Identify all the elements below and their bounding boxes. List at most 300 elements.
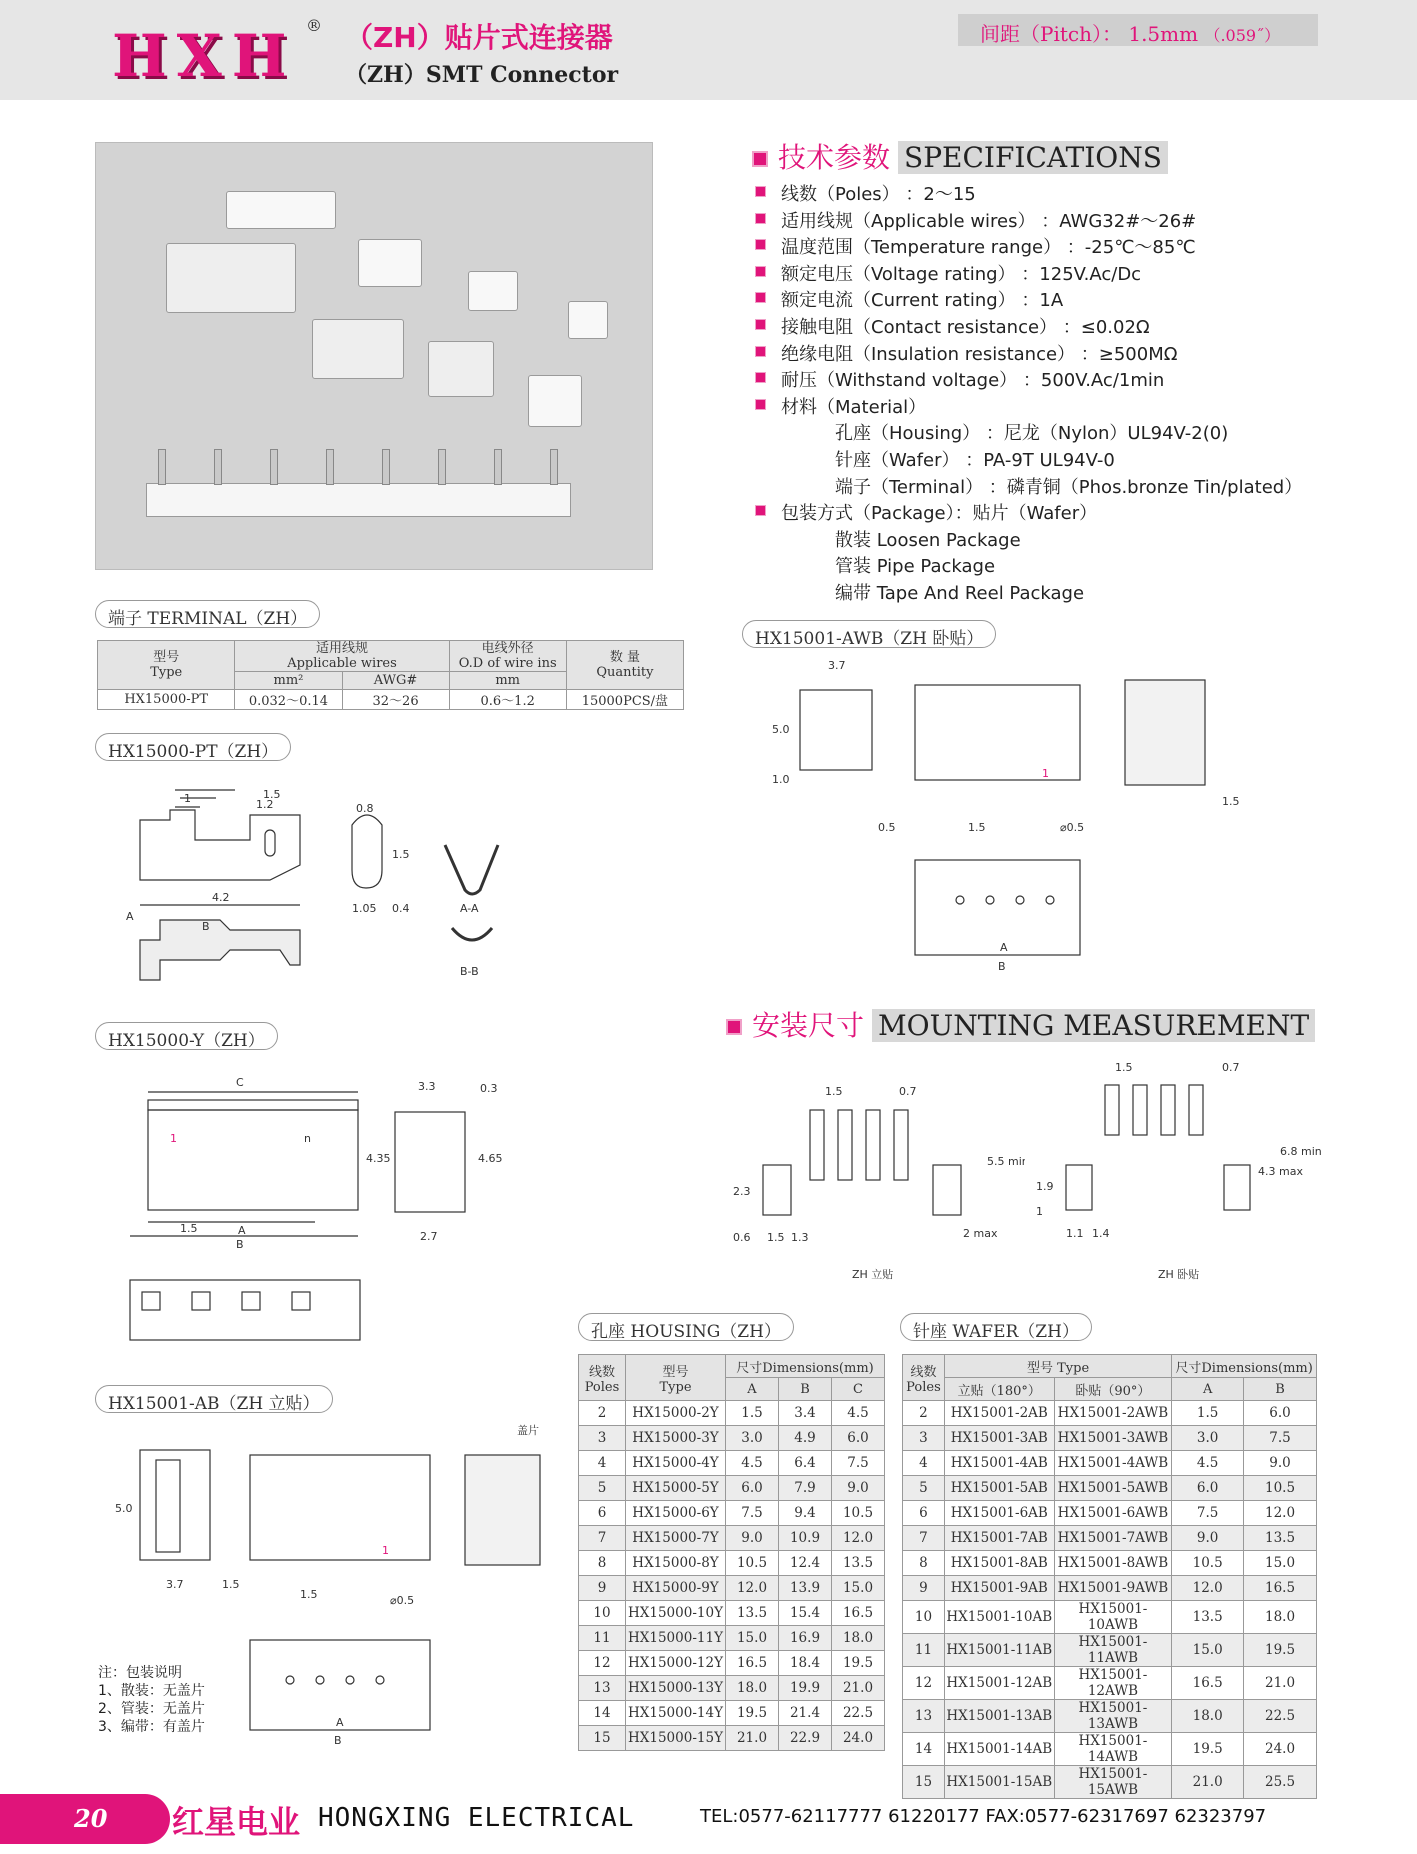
wafer-tag: 针座 WAFER（ZH）: [900, 1313, 1092, 1341]
pt-top-outline: [140, 920, 300, 980]
spec-text: 温度范围（Temperature range） ：-25℃～85℃: [781, 237, 1196, 259]
table-cell: 24.0: [832, 1726, 885, 1751]
note-line: 2、管装：无盖片: [98, 1701, 205, 1717]
anchor-pad: [1066, 1165, 1092, 1210]
pitch-box: [958, 14, 1318, 46]
spec-text: 散装 Loosen Package: [835, 529, 1021, 551]
table-cell: 4.5: [832, 1401, 885, 1426]
dim-label: 3.7: [828, 659, 846, 672]
housing-table: [578, 1354, 885, 1751]
dim-label: 0.4: [392, 902, 410, 915]
table-cell: HX15001-8AB: [944, 1551, 1054, 1576]
table-cell: HX15000-15Y: [626, 1726, 726, 1751]
table-cell: 12.0: [1244, 1501, 1317, 1526]
table-cell: HX15000-13Y: [626, 1676, 726, 1701]
table-cell: 18.0: [832, 1626, 885, 1651]
table-cell: 7.5: [726, 1501, 779, 1526]
ab-tag: HX15001-AB（ZH 立贴）: [95, 1385, 333, 1413]
table-cell: 22.5: [832, 1701, 885, 1726]
page-number: 20: [0, 1794, 170, 1844]
table-cell: HX15000-3Y: [626, 1426, 726, 1451]
company-name-cn: 红星电业: [172, 1803, 301, 1841]
dim-label: 1: [1036, 1205, 1043, 1218]
dim-label: 0.7: [899, 1085, 917, 1098]
wafer-b-header: B: [1244, 1378, 1317, 1401]
ab-pin-hole: [316, 1676, 324, 1684]
table-cell: HX15001-10AWB: [1054, 1601, 1172, 1634]
table-row: [579, 1451, 885, 1476]
table-cell: 6.0: [1244, 1401, 1317, 1426]
table-cell: 15: [903, 1766, 945, 1799]
dim-label: 1.3: [791, 1231, 809, 1244]
dim-label: 1.4: [1092, 1227, 1110, 1240]
dim-label: ⌀0.5: [390, 1594, 415, 1607]
spec-row: [755, 207, 1302, 234]
table-cell: HX15000-9Y: [626, 1576, 726, 1601]
table-cell: 19.5: [1172, 1733, 1244, 1766]
table-row: [903, 1526, 1317, 1551]
table-row: [579, 1651, 885, 1676]
pt-aa-section: [445, 845, 498, 894]
spec-row: [755, 366, 1302, 393]
table-row: [579, 1601, 885, 1626]
wafer-poles-header: 线数 Poles: [903, 1355, 945, 1401]
table-cell: 16.5: [1172, 1667, 1244, 1700]
table-cell: 22.5: [1244, 1700, 1317, 1733]
table-cell: HX15000-11Y: [626, 1626, 726, 1651]
table-cell: 7: [579, 1526, 626, 1551]
table-cell: 21.0: [726, 1726, 779, 1751]
table-cell: 13.5: [1244, 1526, 1317, 1551]
dim-label: ⌀0.5: [1060, 821, 1085, 834]
dim-label: 1.5: [180, 1222, 198, 1235]
table-cell: 7.5: [1244, 1426, 1317, 1451]
table-cell: HX15001-11AB: [944, 1634, 1054, 1667]
table-cell: 15.0: [832, 1576, 885, 1601]
pitch-label: 间距（Pitch）：: [980, 22, 1122, 46]
table-cell: 14: [579, 1701, 626, 1726]
table-row: [903, 1501, 1317, 1526]
terminal-cell: 0.032～0.14: [235, 690, 342, 710]
table-cell: 7: [903, 1526, 945, 1551]
housing-y-drawing: [110, 1070, 510, 1350]
table-cell: 4: [579, 1451, 626, 1476]
table-cell: 4: [903, 1451, 945, 1476]
anchor-pad: [763, 1165, 791, 1215]
spec-text: 接触电阻（Contact resistance） ：≤0.02Ω: [781, 316, 1150, 338]
specification-list: [755, 180, 1302, 606]
table-cell: HX15001-10AB: [944, 1601, 1054, 1634]
table-cell: 10: [903, 1601, 945, 1634]
pad: [1189, 1085, 1203, 1135]
table-cell: 7.5: [832, 1451, 885, 1476]
pad: [1133, 1085, 1147, 1135]
table-cell: 9.0: [726, 1526, 779, 1551]
specifications-heading: [752, 136, 1168, 176]
dim-label: 0.3: [480, 1082, 498, 1095]
table-cell: 3: [579, 1426, 626, 1451]
table-row: [579, 1501, 885, 1526]
note-line: 3、编带：有盖片: [98, 1719, 205, 1735]
pin1-label: 1: [170, 1132, 177, 1145]
dim-label: 4.2: [212, 891, 230, 904]
table-cell: 18.0: [1244, 1601, 1317, 1634]
table-cell: 2: [579, 1401, 626, 1426]
photo-terminal-strip: [146, 483, 571, 517]
table-cell: 6.0: [832, 1426, 885, 1451]
terminal-type-header: 型号 Type: [98, 641, 235, 690]
square-bullet-icon: [755, 213, 766, 224]
photo-terminal: [550, 449, 558, 485]
awb-pin-hole: [986, 896, 994, 904]
table-cell: 4.9: [779, 1426, 832, 1451]
terminal-od-header: 电线外径 O.D of wire ins: [449, 641, 566, 672]
dim-label: 1.5: [222, 1578, 240, 1591]
company-name-en: HONGXING ELECTRICAL: [318, 1803, 635, 1833]
dim-label: 5.0: [772, 723, 790, 736]
dim-label: 4.3 max: [1258, 1165, 1303, 1178]
dim-label: A: [238, 1224, 246, 1237]
table-cell: 12.0: [832, 1526, 885, 1551]
table-cell: HX15001-13AWB: [1054, 1700, 1172, 1733]
table-cell: 14: [903, 1733, 945, 1766]
photo-terminal: [438, 449, 446, 485]
table-cell: 5: [579, 1476, 626, 1501]
table-cell: 9.4: [779, 1501, 832, 1526]
pt-section-outline: [352, 815, 382, 888]
table-cell: 10.9: [779, 1526, 832, 1551]
table-cell: 13: [579, 1676, 626, 1701]
dim-label: 1.0: [772, 773, 790, 786]
spec-text: 绝缘电阻（Insulation resistance） ：≥500MΩ: [781, 343, 1178, 365]
table-cell: 21.4: [779, 1701, 832, 1726]
table-cell: HX15001-4AWB: [1054, 1451, 1172, 1476]
dim-label: 5.0: [115, 1502, 133, 1515]
dim-label: 2.3: [733, 1185, 751, 1198]
table-cell: 19.5: [726, 1701, 779, 1726]
pad: [1105, 1085, 1119, 1135]
table-cell: 25.5: [1244, 1766, 1317, 1799]
awb-bottom-outline: [915, 860, 1080, 955]
table-cell: HX15001-6AWB: [1054, 1501, 1172, 1526]
table-row: [903, 1401, 1317, 1426]
dim-label: B: [334, 1734, 342, 1747]
dim-label: 1.9: [1036, 1180, 1054, 1193]
spec-text: 线数（Poles） ：2～15: [781, 184, 976, 205]
spec-text: 材料（Material）: [781, 396, 927, 418]
dim-label: 2 max: [963, 1227, 998, 1240]
table-row: [579, 1551, 885, 1576]
table-cell: 18.0: [1172, 1700, 1244, 1733]
y-cavity: [242, 1292, 260, 1310]
caption-vertical: ZH 立贴: [852, 1268, 894, 1281]
terminal-table: [97, 640, 684, 710]
dim-label: 2.7: [420, 1230, 438, 1243]
pin1-label: 1: [382, 1544, 389, 1557]
table-row: [579, 1401, 885, 1426]
dim-label: 1.2: [256, 798, 274, 811]
photo-housing-xsmall: [568, 301, 608, 339]
table-cell: 16.9: [779, 1626, 832, 1651]
table-row: [903, 1601, 1317, 1634]
table-cell: 4.5: [726, 1451, 779, 1476]
table-cell: HX15000-7Y: [626, 1526, 726, 1551]
anchor-pad: [933, 1165, 961, 1215]
table-cell: 6.4: [779, 1451, 832, 1476]
table-cell: 12: [903, 1667, 945, 1700]
section-bullet-icon: [752, 151, 768, 167]
table-cell: HX15000-12Y: [626, 1651, 726, 1676]
table-cell: HX15001-7AWB: [1054, 1526, 1172, 1551]
spec-text: 针座（Wafer） ：PA-9T UL94V-0: [835, 449, 1115, 471]
dim-label: 0.8: [356, 802, 374, 815]
dim-label: B-B: [460, 965, 479, 978]
photo-terminal: [326, 449, 334, 485]
page-header: [0, 0, 1417, 100]
spec-material-row: [755, 419, 1302, 446]
table-row: [903, 1576, 1317, 1601]
pitch-value: 1.5mm: [1128, 22, 1199, 46]
photo-wafer-small: [528, 375, 582, 427]
terminal-tag: 端子 TERMINAL（ZH）: [95, 600, 320, 628]
spec-row: [755, 286, 1302, 313]
terminal-mm-header: mm: [449, 672, 566, 690]
wafer-horizontal-header: 卧贴（90°）: [1054, 1378, 1172, 1401]
table-cell: 18.4: [779, 1651, 832, 1676]
dim-label: 0.5: [878, 821, 896, 834]
table-row: [579, 1576, 885, 1601]
awb-pin-hole: [1016, 896, 1024, 904]
dim-label: 1.5: [300, 1588, 318, 1601]
square-bullet-icon: [755, 292, 766, 303]
photo-terminal: [158, 449, 166, 485]
table-cell: 19.5: [1244, 1634, 1317, 1667]
table-cell: 21.0: [1172, 1766, 1244, 1799]
housing-c-header: C: [832, 1378, 885, 1401]
wafer-type-header: 型号 Type: [944, 1355, 1171, 1378]
title-chinese: （ZH）贴片式连接器: [345, 21, 613, 54]
table-cell: 10: [579, 1601, 626, 1626]
table-cell: 10.5: [1172, 1551, 1244, 1576]
terminal-cell: 0.6～1.2: [449, 690, 566, 710]
terminal-awg-header: AWG#: [342, 672, 449, 690]
terminal-cell: 15000PCS/盘: [566, 690, 683, 710]
table-cell: 12.0: [1172, 1576, 1244, 1601]
table-cell: 3.0: [726, 1426, 779, 1451]
table-cell: 3.4: [779, 1401, 832, 1426]
awb-front-outline: [915, 685, 1080, 780]
table-row: [903, 1634, 1317, 1667]
table-row: [903, 1766, 1317, 1799]
square-bullet-icon: [755, 239, 766, 250]
square-bullet-icon: [755, 399, 766, 410]
spec-text: 端子（Terminal） ：磷青铜（Phos.bronze Tin/plated）: [835, 476, 1303, 498]
square-bullet-icon: [755, 186, 766, 197]
table-cell: 13.5: [1172, 1601, 1244, 1634]
table-cell: 16.5: [1244, 1576, 1317, 1601]
table-cell: HX15001-15AWB: [1054, 1766, 1172, 1799]
square-bullet-icon: [755, 372, 766, 383]
table-cell: 12: [579, 1651, 626, 1676]
table-cell: 24.0: [1244, 1733, 1317, 1766]
dim-label: 1.5: [392, 848, 410, 861]
ab-pin-hole: [376, 1676, 384, 1684]
ab-front-outline: [250, 1455, 430, 1560]
table-row: [903, 1451, 1317, 1476]
dim-label: 1.5: [263, 788, 281, 801]
table-cell: HX15000-8Y: [626, 1551, 726, 1576]
dim-label: 1.5: [767, 1231, 785, 1244]
table-cell: 13.5: [832, 1551, 885, 1576]
spec-text: 孔座（Housing） ：尼龙（Nylon）UL94V-2(0): [835, 423, 1229, 445]
dim-label: 1.5: [968, 821, 986, 834]
wafer-awb-drawing: [760, 655, 1240, 980]
table-cell: 15.0: [726, 1626, 779, 1651]
spec-package-row: [755, 552, 1302, 579]
table-row: [579, 1701, 885, 1726]
dim-label: B: [236, 1238, 244, 1251]
y-front-outline: [148, 1110, 358, 1210]
spec-heading-cn: 技术参数: [778, 141, 891, 174]
table-cell: HX15001-15AB: [944, 1766, 1054, 1799]
y-tag: HX15000-Y（ZH）: [95, 1022, 278, 1050]
table-cell: HX15000-2Y: [626, 1401, 726, 1426]
table-cell: HX15001-4AB: [944, 1451, 1054, 1476]
wafer-dim-header: 尺寸Dimensions(mm): [1172, 1355, 1317, 1378]
table-cell: 12.0: [726, 1576, 779, 1601]
spec-text: 编带 Tape And Reel Package: [835, 582, 1085, 604]
ab-section-outline: [465, 1455, 540, 1565]
table-cell: HX15001-3AB: [944, 1426, 1054, 1451]
table-cell: 7.9: [779, 1476, 832, 1501]
table-cell: HX15001-5AB: [944, 1476, 1054, 1501]
table-row: [579, 1676, 885, 1701]
photo-housing-small: [468, 271, 518, 311]
table-cell: 11: [579, 1626, 626, 1651]
table-cell: 8: [903, 1551, 945, 1576]
table-cell: 6.0: [726, 1476, 779, 1501]
table-cell: HX15000-4Y: [626, 1451, 726, 1476]
pad: [866, 1110, 880, 1180]
terminal-cell: 32～26: [342, 690, 449, 710]
dim-label: 1.5: [825, 1085, 843, 1098]
square-bullet-icon: [755, 319, 766, 330]
dim-label: 3.3: [418, 1080, 436, 1093]
housing-poles-header: 线数 Poles: [579, 1355, 626, 1401]
table-cell: HX15001-3AWB: [1054, 1426, 1172, 1451]
dim-label: 1.5: [1115, 1061, 1133, 1074]
table-cell: HX15000-14Y: [626, 1701, 726, 1726]
dim-label: 3.7: [166, 1578, 184, 1591]
table-row: [903, 1476, 1317, 1501]
pad: [810, 1110, 824, 1180]
table-cell: HX15000-10Y: [626, 1601, 726, 1626]
housing-table-body: [579, 1401, 885, 1751]
housing-a-header: A: [726, 1378, 779, 1401]
contact-info: TEL:0577-62117777 61220177 FAX:0577-62317697 62323797: [700, 1806, 1267, 1827]
table-cell: 21.0: [832, 1676, 885, 1701]
table-cell: 9.0: [832, 1476, 885, 1501]
table-cell: HX15001-9AWB: [1054, 1576, 1172, 1601]
dim-label: C: [236, 1076, 244, 1089]
spec-heading-en: SPECIFICATIONS: [898, 141, 1168, 174]
table-cell: HX15001-14AB: [944, 1733, 1054, 1766]
spec-row: [755, 180, 1302, 207]
table-cell: 13: [903, 1700, 945, 1733]
dim-label: B: [998, 960, 1006, 973]
table-row: [579, 1426, 885, 1451]
mounting-heading-en: MOUNTING MEASUREMENT: [872, 1009, 1315, 1042]
table-cell: 16.5: [832, 1601, 885, 1626]
table-cell: 6.0: [1172, 1476, 1244, 1501]
photo-terminal: [494, 449, 502, 485]
table-cell: 16.5: [726, 1651, 779, 1676]
note-line: 1、散装：无盖片: [98, 1683, 205, 1699]
table-cell: 19.5: [832, 1651, 885, 1676]
table-cell: HX15001-12AB: [944, 1667, 1054, 1700]
dim-label: A: [336, 1716, 344, 1729]
table-cell: HX15001-7AB: [944, 1526, 1054, 1551]
table-cell: 3: [903, 1426, 945, 1451]
spec-row: [755, 260, 1302, 287]
table-row: [579, 1526, 885, 1551]
spec-package-row: [755, 526, 1302, 553]
registered-mark: ®: [306, 16, 322, 35]
mounting-heading-cn: 安装尺寸: [752, 1009, 865, 1042]
table-cell: HX15001-6AB: [944, 1501, 1054, 1526]
terminal-wires-header: 适用线规 Applicable wires: [235, 641, 449, 672]
terminal-mm2-header: mm²: [235, 672, 342, 690]
table-cell: 9.0: [1244, 1451, 1317, 1476]
table-cell: 1.5: [1172, 1401, 1244, 1426]
pt-slot: [265, 830, 275, 856]
table-cell: 10.5: [726, 1551, 779, 1576]
packaging-note: [98, 1664, 205, 1736]
table-cell: 18.0: [726, 1676, 779, 1701]
ab-side-inner: [156, 1460, 180, 1552]
dim-label: 1.5: [1222, 795, 1240, 808]
dim-label: 1.1: [1066, 1227, 1084, 1240]
terminal-qty-header: 数 量 Quantity: [566, 641, 683, 690]
table-cell: 21.0: [1244, 1667, 1317, 1700]
table-cell: HX15001-14AWB: [1054, 1733, 1172, 1766]
square-bullet-icon: [755, 346, 766, 357]
terminal-cell: HX15000-PT: [98, 690, 235, 710]
wafer-table: [902, 1354, 1317, 1799]
photo-terminal: [270, 449, 278, 485]
spec-package-row: [755, 579, 1302, 606]
photo-wafer-large: [166, 243, 296, 313]
table-row: [903, 1426, 1317, 1451]
y-cavity: [142, 1292, 160, 1310]
square-bullet-icon: [755, 505, 766, 516]
table-row: [579, 1726, 885, 1751]
ab-pin-hole: [286, 1676, 294, 1684]
caption-horizontal: ZH 卧贴: [1158, 1268, 1200, 1281]
spec-text: 包装方式（Package）：贴片（Wafer）: [781, 503, 1098, 525]
spec-material-row: [755, 473, 1302, 500]
table-cell: HX15001-9AB: [944, 1576, 1054, 1601]
table-cell: 22.9: [779, 1726, 832, 1751]
table-cell: 15.4: [779, 1601, 832, 1626]
spec-row: [755, 499, 1302, 526]
spec-text: 额定电压（Voltage rating） ：125V.Ac/Dc: [781, 263, 1142, 285]
dim-label: 0.7: [1222, 1061, 1240, 1074]
table-cell: HX15001-2AWB: [1054, 1401, 1172, 1426]
table-cell: 6: [579, 1501, 626, 1526]
table-cell: 11: [903, 1634, 945, 1667]
spec-text: 适用线规（Applicable wires） ：AWG32#～26#: [781, 210, 1197, 232]
